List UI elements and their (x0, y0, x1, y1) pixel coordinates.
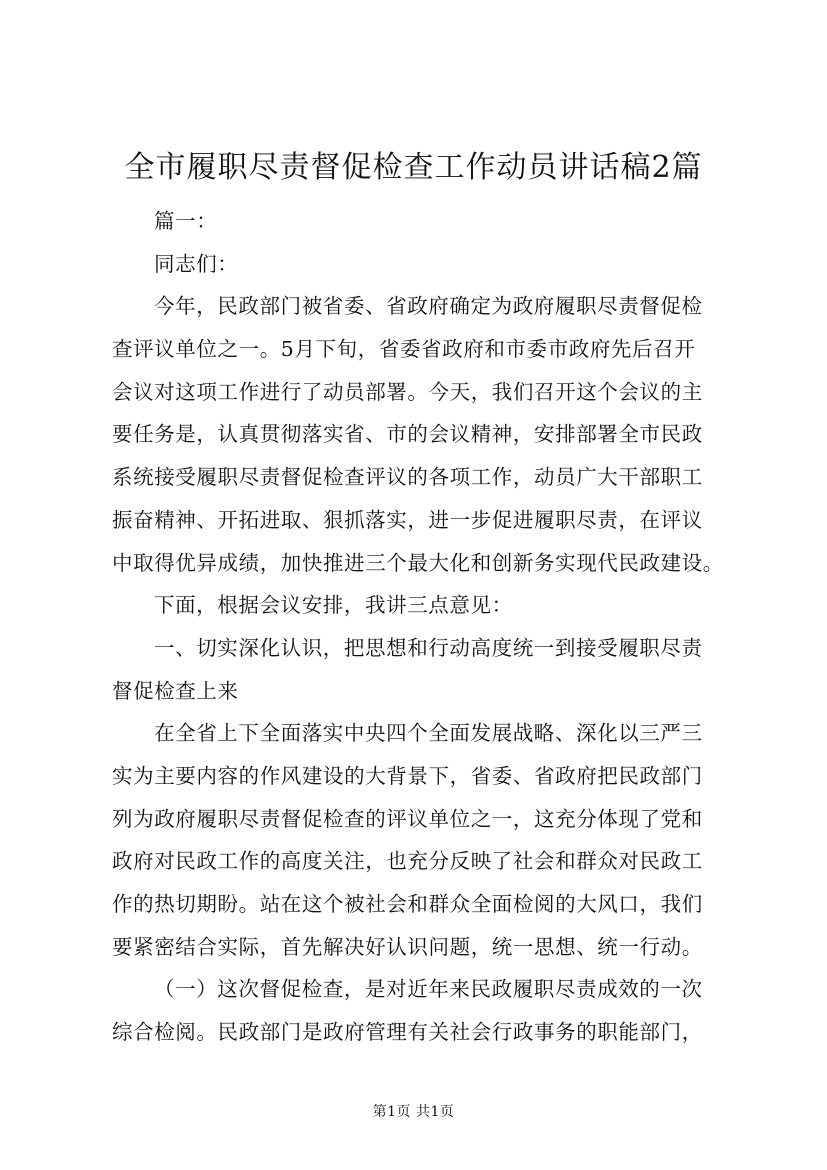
paragraph-line: 在全省上下全面落实中央四个全面发展战略、深化以三严三 (154, 721, 703, 746)
paragraph-line: 督促检查上来 (112, 678, 239, 703)
paragraph-line: 综合检阅。民政部门是政府管理有关社会行政事务的职能部门， (112, 1020, 703, 1045)
paragraph-line: 同志们： (154, 251, 239, 276)
paragraph-line: 篇一： (154, 209, 218, 233)
paragraph-line: 查评议单位之一。5月下旬，省委省政府和市委市政府先后召开 (112, 337, 696, 362)
paragraph-line: 要任务是，认真贯彻落实省、市的会议精神，安排部署全市民政 (112, 422, 703, 447)
page-footer: 第1页 共1页 (372, 1104, 455, 1120)
document-title: 全市履职尽责督促检查工作动员讲话稿2篇 (124, 150, 703, 185)
paragraph-line: （一）这次督促检查，是对近年来民政履职尽责成效的一次 (154, 977, 703, 1002)
document-body (112, 200, 738, 1054)
paragraph-line: 列为政府履职尽责督促检查的评议单位之一，这充分体现了党和 (112, 806, 703, 831)
paragraph-line: 系统接受履职尽责督促检查评议的各项工作，动员广大干部职工 (112, 465, 703, 490)
paragraph-line: 下面，根据会议安排，我讲三点意见： (154, 593, 513, 618)
paragraph-line: 中取得优异成绩，加快推进三个最大化和创新务实现代民政建设。 (112, 550, 724, 575)
paragraph-line: 振奋精神、开拓进取、狠抓落实，进一步促进履职尽责，在评议 (112, 507, 703, 532)
paragraph-line: 一、切实深化认识，把思想和行动高度统一到接受履职尽责 (154, 635, 703, 660)
paragraph-line: 实为主要内容的作风建设的大背景下，省委、省政府把民政部门 (112, 763, 703, 788)
paragraph-line: 要紧密结合实际，首先解决好认识问题，统一思想、统一行动。 (112, 934, 703, 959)
paragraph-line: 作的热切期盼。站在这个被社会和群众全面检阅的大风口，我们 (112, 892, 703, 916)
paragraph-line: 政府对民政工作的高度关注，也充分反映了社会和群众对民政工 (112, 849, 703, 874)
paragraph-line: 今年，民政部门被省委、省政府确定为政府履职尽责督促检 (154, 294, 703, 319)
paragraph-line: 会议对这项工作进行了动员部署。今天，我们召开这个会议的主 (112, 379, 703, 404)
